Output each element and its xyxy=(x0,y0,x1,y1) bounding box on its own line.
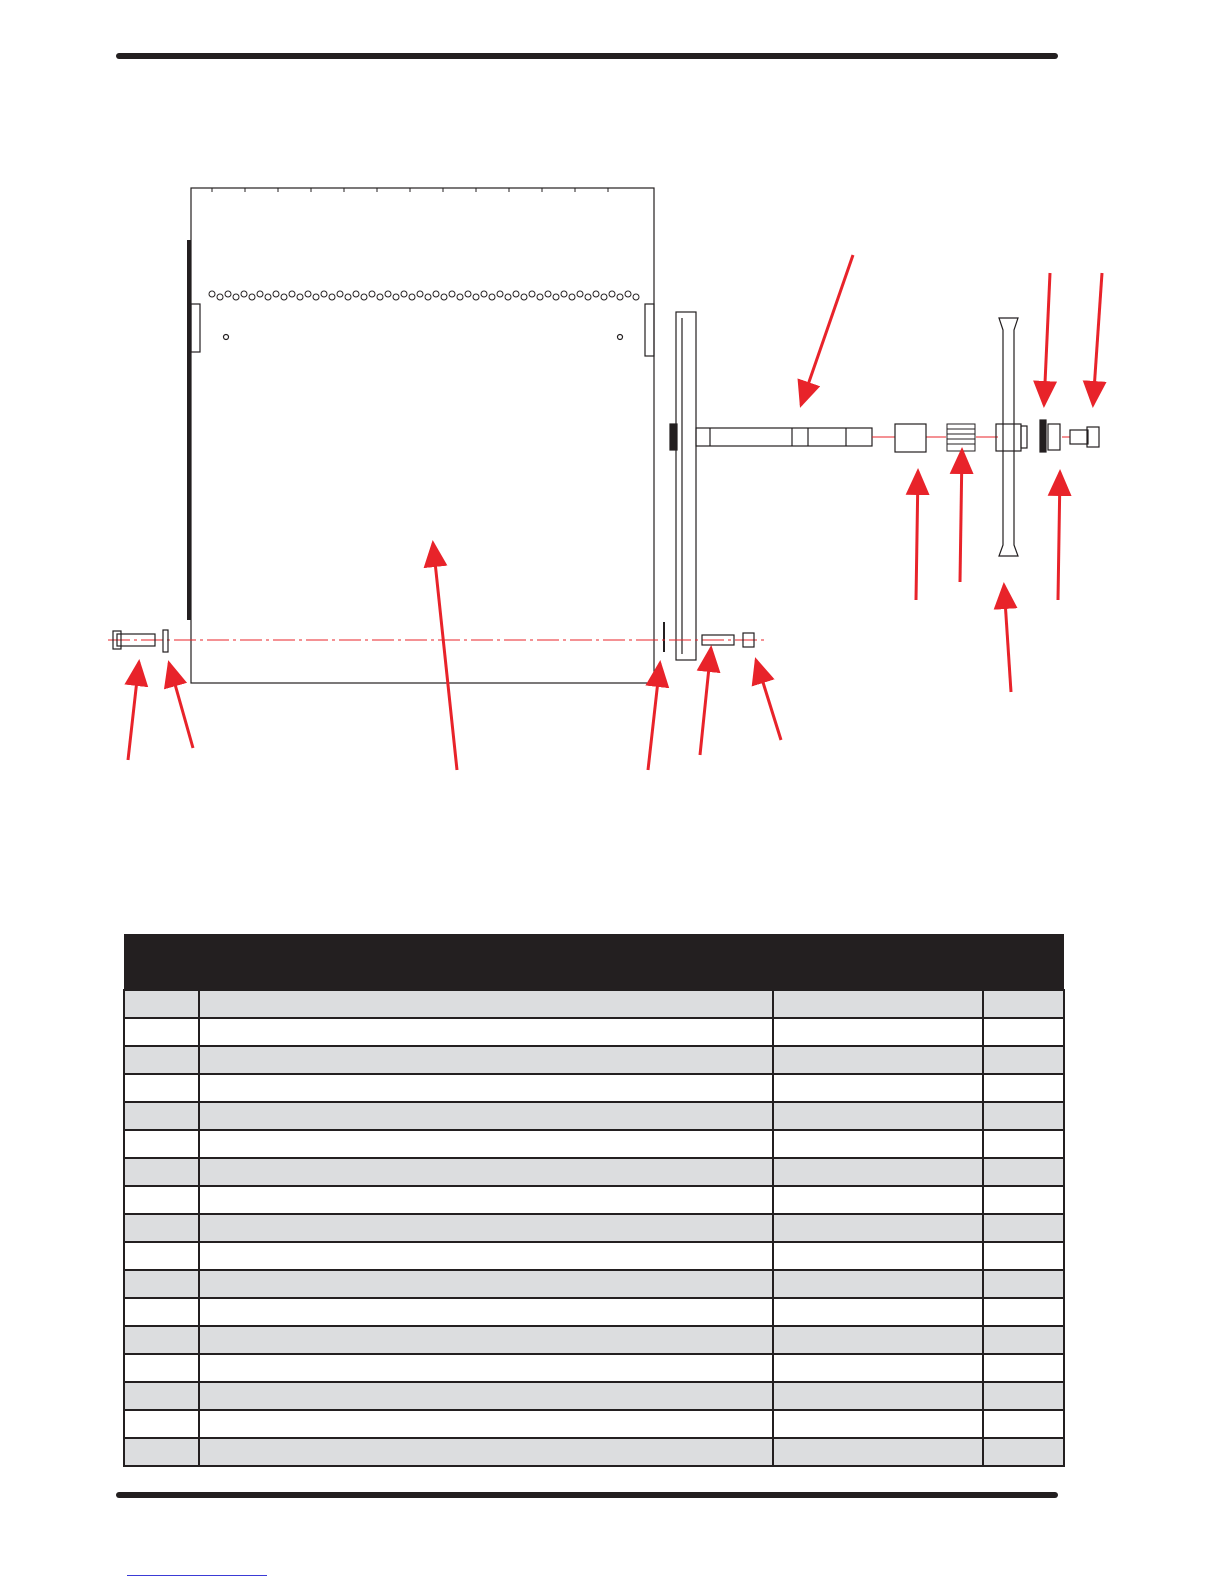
table-row xyxy=(124,1298,1064,1326)
cell-part-number xyxy=(773,1018,983,1046)
perforation-hole xyxy=(393,294,399,300)
cell-qty xyxy=(983,1326,1064,1354)
header-description xyxy=(199,934,773,990)
perforation-hole xyxy=(529,291,535,297)
callout-arrow xyxy=(1044,273,1050,405)
perforation-hole xyxy=(505,294,511,300)
perforation-hole xyxy=(633,294,639,300)
callout-arrows xyxy=(128,255,1102,770)
callout-arrow xyxy=(700,648,711,755)
table-row xyxy=(124,1242,1064,1270)
table-row xyxy=(124,1130,1064,1158)
cell-description xyxy=(199,1382,773,1410)
cell-qty xyxy=(983,1102,1064,1130)
perforation-hole xyxy=(353,291,359,297)
table-row xyxy=(124,1354,1064,1382)
cell-qty xyxy=(983,1074,1064,1102)
perforation-hole xyxy=(609,291,615,297)
header-item-no xyxy=(124,934,199,990)
perforation-hole xyxy=(369,291,375,297)
cell-part-number xyxy=(773,1046,983,1074)
cell-item-no xyxy=(124,1410,199,1438)
cell-item-no xyxy=(124,1102,199,1130)
cell-part-number xyxy=(773,1354,983,1382)
cell-description xyxy=(199,1074,773,1102)
footer-rule xyxy=(116,1492,1058,1498)
perforation-hole xyxy=(417,291,423,297)
table-row xyxy=(124,1046,1064,1074)
perforation-hole xyxy=(433,291,439,297)
cell-part-number xyxy=(773,1130,983,1158)
cell-item-no xyxy=(124,990,199,1018)
callout-arrow xyxy=(1093,273,1102,405)
perforation-hole xyxy=(441,294,447,300)
perforation-hole xyxy=(425,294,431,300)
perforation-hole xyxy=(313,294,319,300)
cell-part-number xyxy=(773,1102,983,1130)
table-header-row xyxy=(124,934,1064,990)
perforation-hole xyxy=(625,291,631,297)
callout-arrow xyxy=(1058,472,1060,600)
cell-qty xyxy=(983,1214,1064,1242)
perforation-hole xyxy=(553,294,559,300)
table-row xyxy=(124,1382,1064,1410)
table-row xyxy=(124,1158,1064,1186)
cell-part-number xyxy=(773,1298,983,1326)
perforation-hole xyxy=(225,291,231,297)
table-row xyxy=(124,1214,1064,1242)
table-row xyxy=(124,1186,1064,1214)
cell-description xyxy=(199,1270,773,1298)
table-row xyxy=(124,1270,1064,1298)
callout-arrow xyxy=(128,662,139,760)
callout-arrow xyxy=(916,471,918,600)
cell-item-no xyxy=(124,1242,199,1270)
table-row xyxy=(124,1074,1064,1102)
cell-description xyxy=(199,1186,773,1214)
table-row xyxy=(124,990,1064,1018)
cell-item-no xyxy=(124,1326,199,1354)
perforation-hole xyxy=(209,291,215,297)
perforation-hole xyxy=(377,294,383,300)
perforation-hole xyxy=(585,294,591,300)
perforation-hole xyxy=(249,294,255,300)
perforation-hole xyxy=(521,294,527,300)
bushing xyxy=(895,424,926,452)
cell-part-number xyxy=(773,1074,983,1102)
perforation-hole xyxy=(617,294,623,300)
perforation-hole xyxy=(401,291,407,297)
table-row xyxy=(124,1018,1064,1046)
perforation-hole xyxy=(481,291,487,297)
perforation-hole xyxy=(361,294,367,300)
cell-item-no xyxy=(124,1382,199,1410)
cell-item-no xyxy=(124,1018,199,1046)
perforation-hole xyxy=(385,291,391,297)
cell-description xyxy=(199,1298,773,1326)
cell-item-no xyxy=(124,1438,199,1466)
table-row xyxy=(124,1326,1064,1354)
perforation-hole xyxy=(465,291,471,297)
perforation-hole xyxy=(449,291,455,297)
header-part-number xyxy=(773,934,983,990)
perforation-hole xyxy=(337,291,343,297)
cell-item-no xyxy=(124,1354,199,1382)
cell-qty xyxy=(983,1410,1064,1438)
cell-description xyxy=(199,1046,773,1074)
cell-qty xyxy=(983,1298,1064,1326)
callout-arrow xyxy=(433,543,457,770)
cell-qty xyxy=(983,1158,1064,1186)
cell-item-no xyxy=(124,1270,199,1298)
perforation-hole xyxy=(497,291,503,297)
cell-item-no xyxy=(124,1074,199,1102)
perforation-hole xyxy=(233,294,239,300)
header-qty xyxy=(983,934,1064,990)
perforation-hole xyxy=(457,294,463,300)
cell-item-no xyxy=(124,1158,199,1186)
callout-arrow xyxy=(756,660,781,740)
perforation-hole xyxy=(513,291,519,297)
cell-item-no xyxy=(124,1046,199,1074)
cell-description xyxy=(199,1158,773,1186)
perforation-hole xyxy=(473,294,479,300)
perforation-hole xyxy=(273,291,279,297)
cell-qty xyxy=(983,1382,1064,1410)
table-row xyxy=(124,1438,1064,1466)
cell-qty xyxy=(983,1186,1064,1214)
cell-description xyxy=(199,1242,773,1270)
cell-qty xyxy=(983,1018,1064,1046)
cell-description xyxy=(199,1102,773,1130)
cell-description xyxy=(199,1410,773,1438)
perforation-hole xyxy=(577,291,583,297)
hub-hardware xyxy=(1040,420,1099,452)
cell-item-no xyxy=(124,1186,199,1214)
footer-link-underline[interactable] xyxy=(127,1575,267,1576)
knurled-sleeve xyxy=(947,424,975,451)
cell-qty xyxy=(983,1270,1064,1298)
cell-item-no xyxy=(124,1214,199,1242)
cell-part-number xyxy=(773,1186,983,1214)
callout-arrow xyxy=(169,663,193,748)
perforation-hole xyxy=(321,291,327,297)
perforation-hole xyxy=(489,294,495,300)
perforation-hole xyxy=(345,294,351,300)
cell-description xyxy=(199,1326,773,1354)
cell-qty xyxy=(983,990,1064,1018)
perforation-row xyxy=(209,291,639,300)
callout-arrow xyxy=(801,255,853,405)
table-row xyxy=(124,1410,1064,1438)
callout-arrow xyxy=(960,450,962,582)
perforation-hole xyxy=(329,294,335,300)
cell-part-number xyxy=(773,1242,983,1270)
cell-part-number xyxy=(773,1410,983,1438)
perforation-hole xyxy=(217,294,223,300)
drum-panel xyxy=(187,188,654,683)
cell-part-number xyxy=(773,1214,983,1242)
perforation-hole xyxy=(409,294,415,300)
perforation-hole xyxy=(257,291,263,297)
perforation-hole xyxy=(601,294,607,300)
perforation-hole xyxy=(561,291,567,297)
table-row xyxy=(124,1102,1064,1130)
perforation-hole xyxy=(241,291,247,297)
perforation-hole xyxy=(545,291,551,297)
cell-description xyxy=(199,1354,773,1382)
drive-plate xyxy=(664,312,696,660)
callout-arrow xyxy=(1004,585,1011,692)
cell-part-number xyxy=(773,1438,983,1466)
cell-part-number xyxy=(773,990,983,1018)
cell-item-no xyxy=(124,1298,199,1326)
parts-list-table xyxy=(123,934,1065,1467)
cell-qty xyxy=(983,1242,1064,1270)
parts-table-body xyxy=(124,990,1064,1466)
perforation-hole xyxy=(569,294,575,300)
cell-description xyxy=(199,1018,773,1046)
cell-part-number xyxy=(773,1382,983,1410)
cell-description xyxy=(199,1438,773,1466)
drive-shaft xyxy=(696,428,872,446)
perforation-hole xyxy=(537,294,543,300)
cell-item-no xyxy=(124,1130,199,1158)
cell-qty xyxy=(983,1130,1064,1158)
perforation-hole xyxy=(297,294,303,300)
cell-description xyxy=(199,1130,773,1158)
perforation-hole xyxy=(305,291,311,297)
cell-qty xyxy=(983,1046,1064,1074)
cell-part-number xyxy=(773,1270,983,1298)
axle-hardware xyxy=(113,630,754,652)
cell-description xyxy=(199,1214,773,1242)
perforation-hole xyxy=(593,291,599,297)
cell-part-number xyxy=(773,1158,983,1186)
pulley xyxy=(996,318,1027,556)
cell-part-number xyxy=(773,1326,983,1354)
perforation-hole xyxy=(281,294,287,300)
perforation-hole xyxy=(289,291,295,297)
cell-qty xyxy=(983,1438,1064,1466)
cell-qty xyxy=(983,1354,1064,1382)
cell-description xyxy=(199,990,773,1018)
perforation-hole xyxy=(265,294,271,300)
